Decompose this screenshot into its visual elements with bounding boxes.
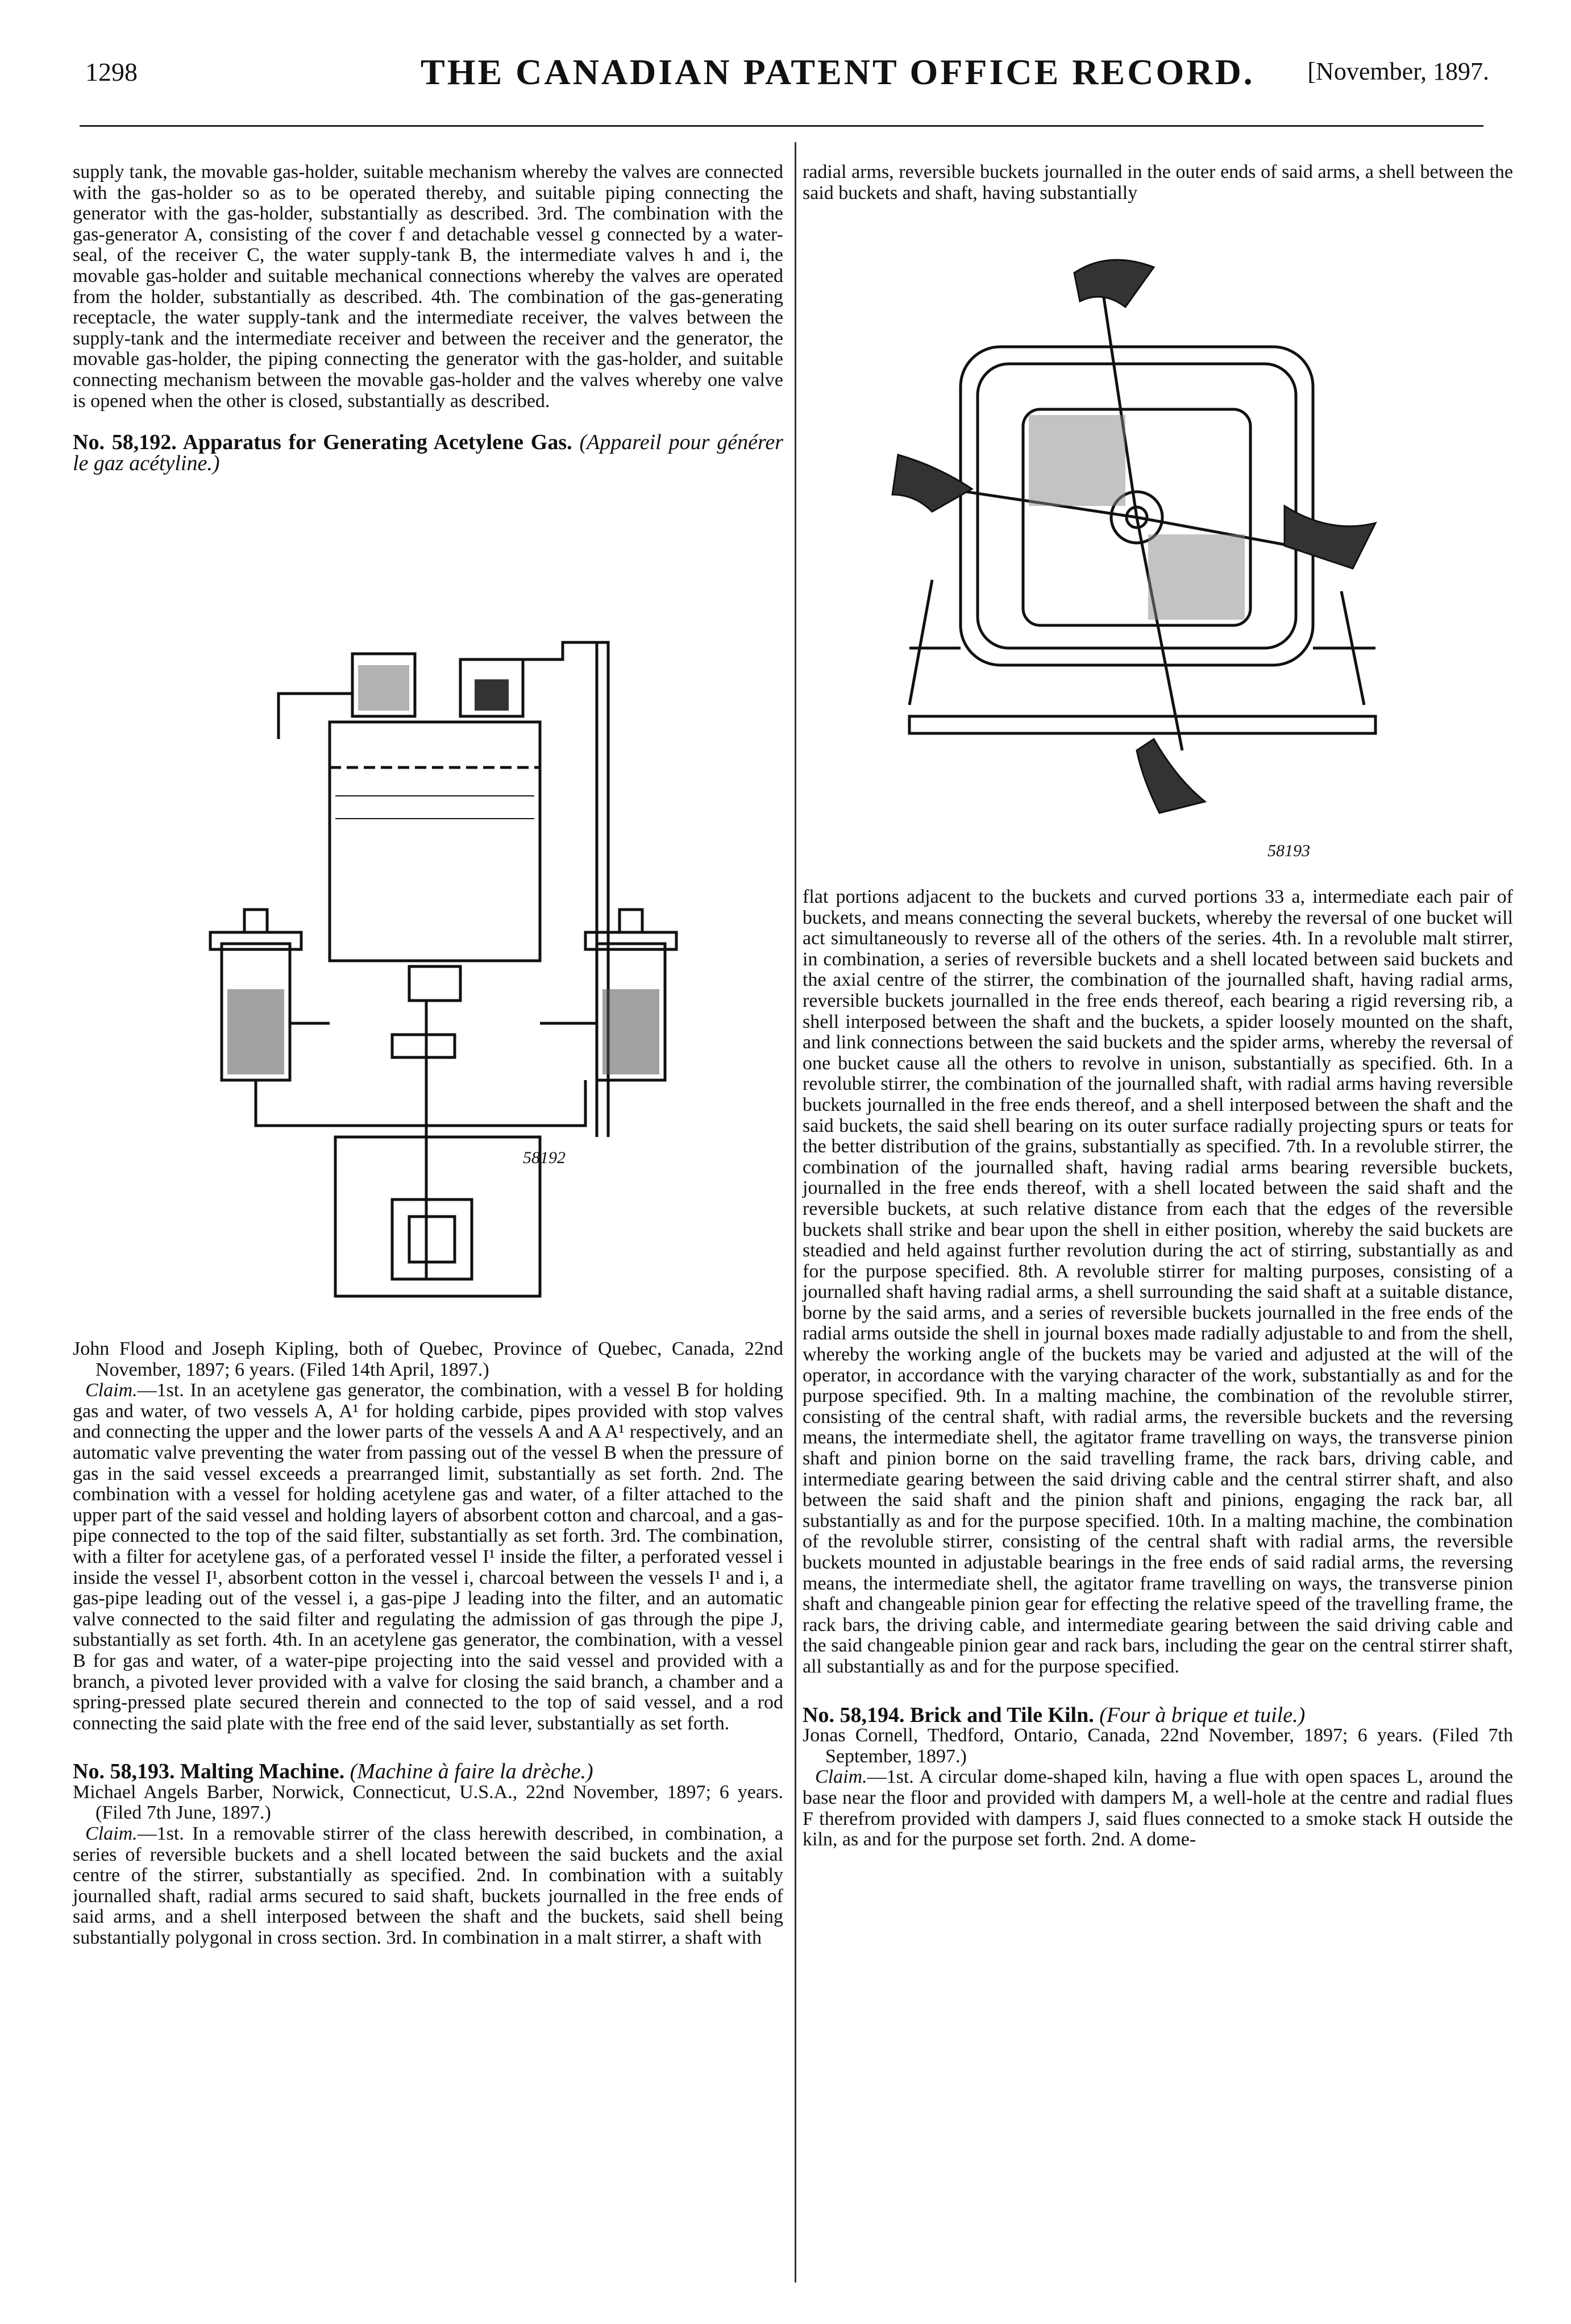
patent-number: No. 58,192. [73,430,177,455]
header-rule [80,125,1483,127]
claims-58193-continued: flat portions adjacent to the buckets and curved portions 33 a, intermediate each pair of buckets, and means connecting the several buckets, whereby the reversal of one bucket will act simultaneously to reverse all of the others of the series. 4th. In a revoluble malt stirrer, in combination, a series of reversible buckets and a shell located between said buckets and the axial centre of the stirrer, the combination of the journalled shaft, having radial arms, reversible buckets journalled in the free ends thereof, each bearing a rigid reversing rib, a shell interposed between the shaft and the buckets, a spider loosely mounted on the shaft, and link connections between the said buckets and the spider arms, whereby the reversal of one bucket cause all the others to revolve in unison, substantially as specified. 6th. In a revoluble stirrer, the combination of the journalled shaft, with radial arms having reversible buckets journalled in the free ends thereof, and a shell interposed between the shaft and the said buckets, the said shell bearing on its outer surface radially projecting spurs or teats for the better distribution of the grains, substantially as specified. 7th. In a revoluble stirrer, the combination of the journalled shaft, having radial arms bearing reversible buckets, journalled in the free ends thereof, with a shell located between the said shaft and the reversible buckets, at such relative distance from each that the edges of the reversible buckets shall strike and bear upon the shell in either position, whereby the said buckets are steadied and held against further revolution during the act of stirring, substantially as and for the purpose specified. 8th. A revoluble stirrer for malting purposes, consisting of a journalled shaft having radial arms, a shell surrounding the said shaft at a suitable distance, borne by the said arms, and a series of reversible buckets journalled in the free ends of the radial arms outside the shell in journal boxes made radially adjustable to and from the shell, whereby the working angle of the buckets may be varied and adjusted at the will of the operator, in accordance with the varying character of the work, substantially as and for the purpose specified. 9th. In a malting machine, the combination of the revoluble stirrer, consisting of the central shaft, with radial arms, the reversible buckets and the reversing means, the intermediate shell, the agitator frame travelling on ways, the transverse pinion shaft and pinion borne on the said travelling frame, the rack bars, driving cable, and intermediate gearing between the said driving cable and the central stirrer shaft, and also between the said shaft and the pinion shaft and pinions, engaging the rack bar, all substantially as and for the purpose specified. 10th. In a malting machine, the combination of the revoluble stirrer, consisting of the central shaft with radial arms, the reversible buckets mounted in adjustable bearings in the free ends of said radial arms, the reversing means, the intermediate shell, the agitator frame travelling on ways, the transverse pinion shaft and changeable pinion gear for effecting the relative speed of the travelling frame, the rack bars, the driving cable, and intermediate gearing between the said driving cable and the said changeable pinion gear and rack bars, including the gear on the central stirrer shaft, all substantially as and for the purpose specified. [803,886,1513,1677]
patent-french-title: (Four à brique et tuile.) [1099,1703,1306,1727]
claim-text: —1st. In a removable stirrer of the class herewith described, in combination, a series of reversible buckets and a shell located between the said buckets and the axial centre of the stirrer, substantially as specified. 2nd. In combination with a suitably journalled shaft, radial arms secured to said shaft, buckets journalled in the free ends of said arms, and a shell interposed between the shaft and the buckets, said shell being substantially polygonal in cross section. 3rd. In combination in a malt stirrer, a shaft with [73,1823,783,1949]
patent-heading-58193 [73,1761,783,1782]
claims-58193 [73,1824,783,1949]
page-header [85,51,1489,102]
figure-number-58192: 58192 [523,1148,566,1167]
inventors-58193: Michael Angels Barber, Norwick, Connecticut, U.S.A., 22nd November, 1897; 6 years. (Filed 7th June, 1897.) [73,1781,783,1824]
claims-58192 [73,1380,783,1734]
patent-title: Brick and Tile Kiln. [909,1703,1094,1727]
column-divider [795,142,796,2282]
patent-heading-58194 [803,1705,1513,1726]
claims-58194 [803,1767,1513,1850]
patent-heading-58192 [73,432,783,474]
stirrer-drawing [887,239,1387,836]
patent-number: No. 58,194. [803,1703,905,1727]
issue-date: [November, 1897. [1307,57,1489,85]
patent-title: Apparatus for Generating Acetylene Gas. [182,430,572,455]
left-column-bottom [73,1339,783,1949]
publication-title: THE CANADIAN PATENT OFFICE RECORD. [421,52,1255,92]
inventors-58192: John Flood and Joseph Kipling, both of Quebec, Province of Quebec, Canada, 22nd November, 1897; 6 years. (Filed 14th April, 1897.) [73,1338,783,1380]
inventors-58194: Jonas Cornell, Thedford, Ontario, Canada, 22nd November, 1897; 6 years. (Filed 7th September, 1897.) [803,1725,1513,1767]
patent-title: Malting Machine. [180,1759,345,1784]
claim-text: —1st. A circular dome-shaped kiln, having a flue with open spaces L, around the base near the floor and provided with dampers M, a well-hole at the centre and radial flues F therefrom provided with dampers J, said flues connected to a smoke stack H outside the kiln, as and for the purpose set forth. 2nd. A dome- [803,1766,1513,1850]
patent-french-title: (Machine à faire la drèche.) [350,1759,593,1784]
apparatus-drawing [165,625,705,1308]
right-column-top [803,162,1513,204]
patent-number: No. 58,193. [73,1759,175,1784]
figure-number-58193: 58193 [1267,841,1310,860]
malting-stirrer-figure [887,239,1387,836]
claim-continuation: supply tank, the movable gas-holder, suitable mechanism whereby the valves are connected with the gas-holder so as to be operated thereby, and suitable piping connecting the generator with the gas-holder, substantially as described. 3rd. The combination with the gas-generator A, consisting of the cover f and detachable vessel g connected by a water-seal, of the receiver C, the water supply-tank B, the intermediate valves h and i, the movable gas-holder and suitable mechanical connections whereby the valves are operated from the holder, substantially as described. 4th. The combination of the gas-generating receptacle, the water supply-tank and the intermediate receiver, the valves between the supply-tank and the intermediate receiver and between the receiver and the generator, the movable gas-holder, the piping connecting the generator with the gas-holder, and suitable connecting mechanism between the movable gas-holder and the valves whereby one valve is opened when the other is closed, substantially as described. [73,161,783,412]
left-column-top [73,162,783,474]
page-number: 1298 [85,57,138,86]
acetylene-apparatus-figure [165,625,705,1308]
claim-text: —1st. In an acetylene gas generator, the combination, with a vessel B for holding gas and water, of two vessels A, A¹ for holding carbide, pipes provided with stop valves and connecting the upper and the lower parts of the vessels A and A A¹ respectively, and an automatic valve preventing the water from passing out of the vessel B when the pressure of gas in the said vessel exceeds a prearranged limit, substantially as set forth. 2nd. The combination with a vessel for holding acetylene gas and water, of a filter attached to the upper part of the said vessel and holding layers of absorbent cotton and charcoal, and a gas-pipe connected to the top of the said filter, substantially as set forth. 3rd. The combination, with a filter for acetylene gas, of a perforated vessel I¹ inside the filter, a perforated vessel i inside the vessel I¹, absorbent cotton in the vessel i, charcoal between the vessels I¹ and i, a gas-pipe leading out of the vessel i, a gas-pipe J leading into the filter, and an automatic valve connected to the said filter and regulating the admission of gas through the pipe J, substantially as set forth. 4th. In an acetylene gas generator, the combination, with a vessel B for gas and water, of a water-pipe projecting into the said vessel and provided with a branch, a pivoted lever provided with a valve for closing the said branch, a chamber and a spring-pressed plate secured therein and connected to the top of said vessel, and a rod connecting the said plate with the free end of the said lever, substantially as set forth. [73,1380,783,1734]
claim-continuation-top: radial arms, reversible buckets journalled in the outer ends of said arms, a shell between the said buckets and shaft, having substantially [803,161,1513,204]
right-column-main [803,887,1513,1850]
claim-label: Claim. [85,1380,138,1401]
claim-label: Claim. [85,1823,138,1845]
claim-label: Claim. [815,1766,867,1788]
patent-french-title: (Appareil pour générer le gaz acétyline.) [73,430,783,475]
